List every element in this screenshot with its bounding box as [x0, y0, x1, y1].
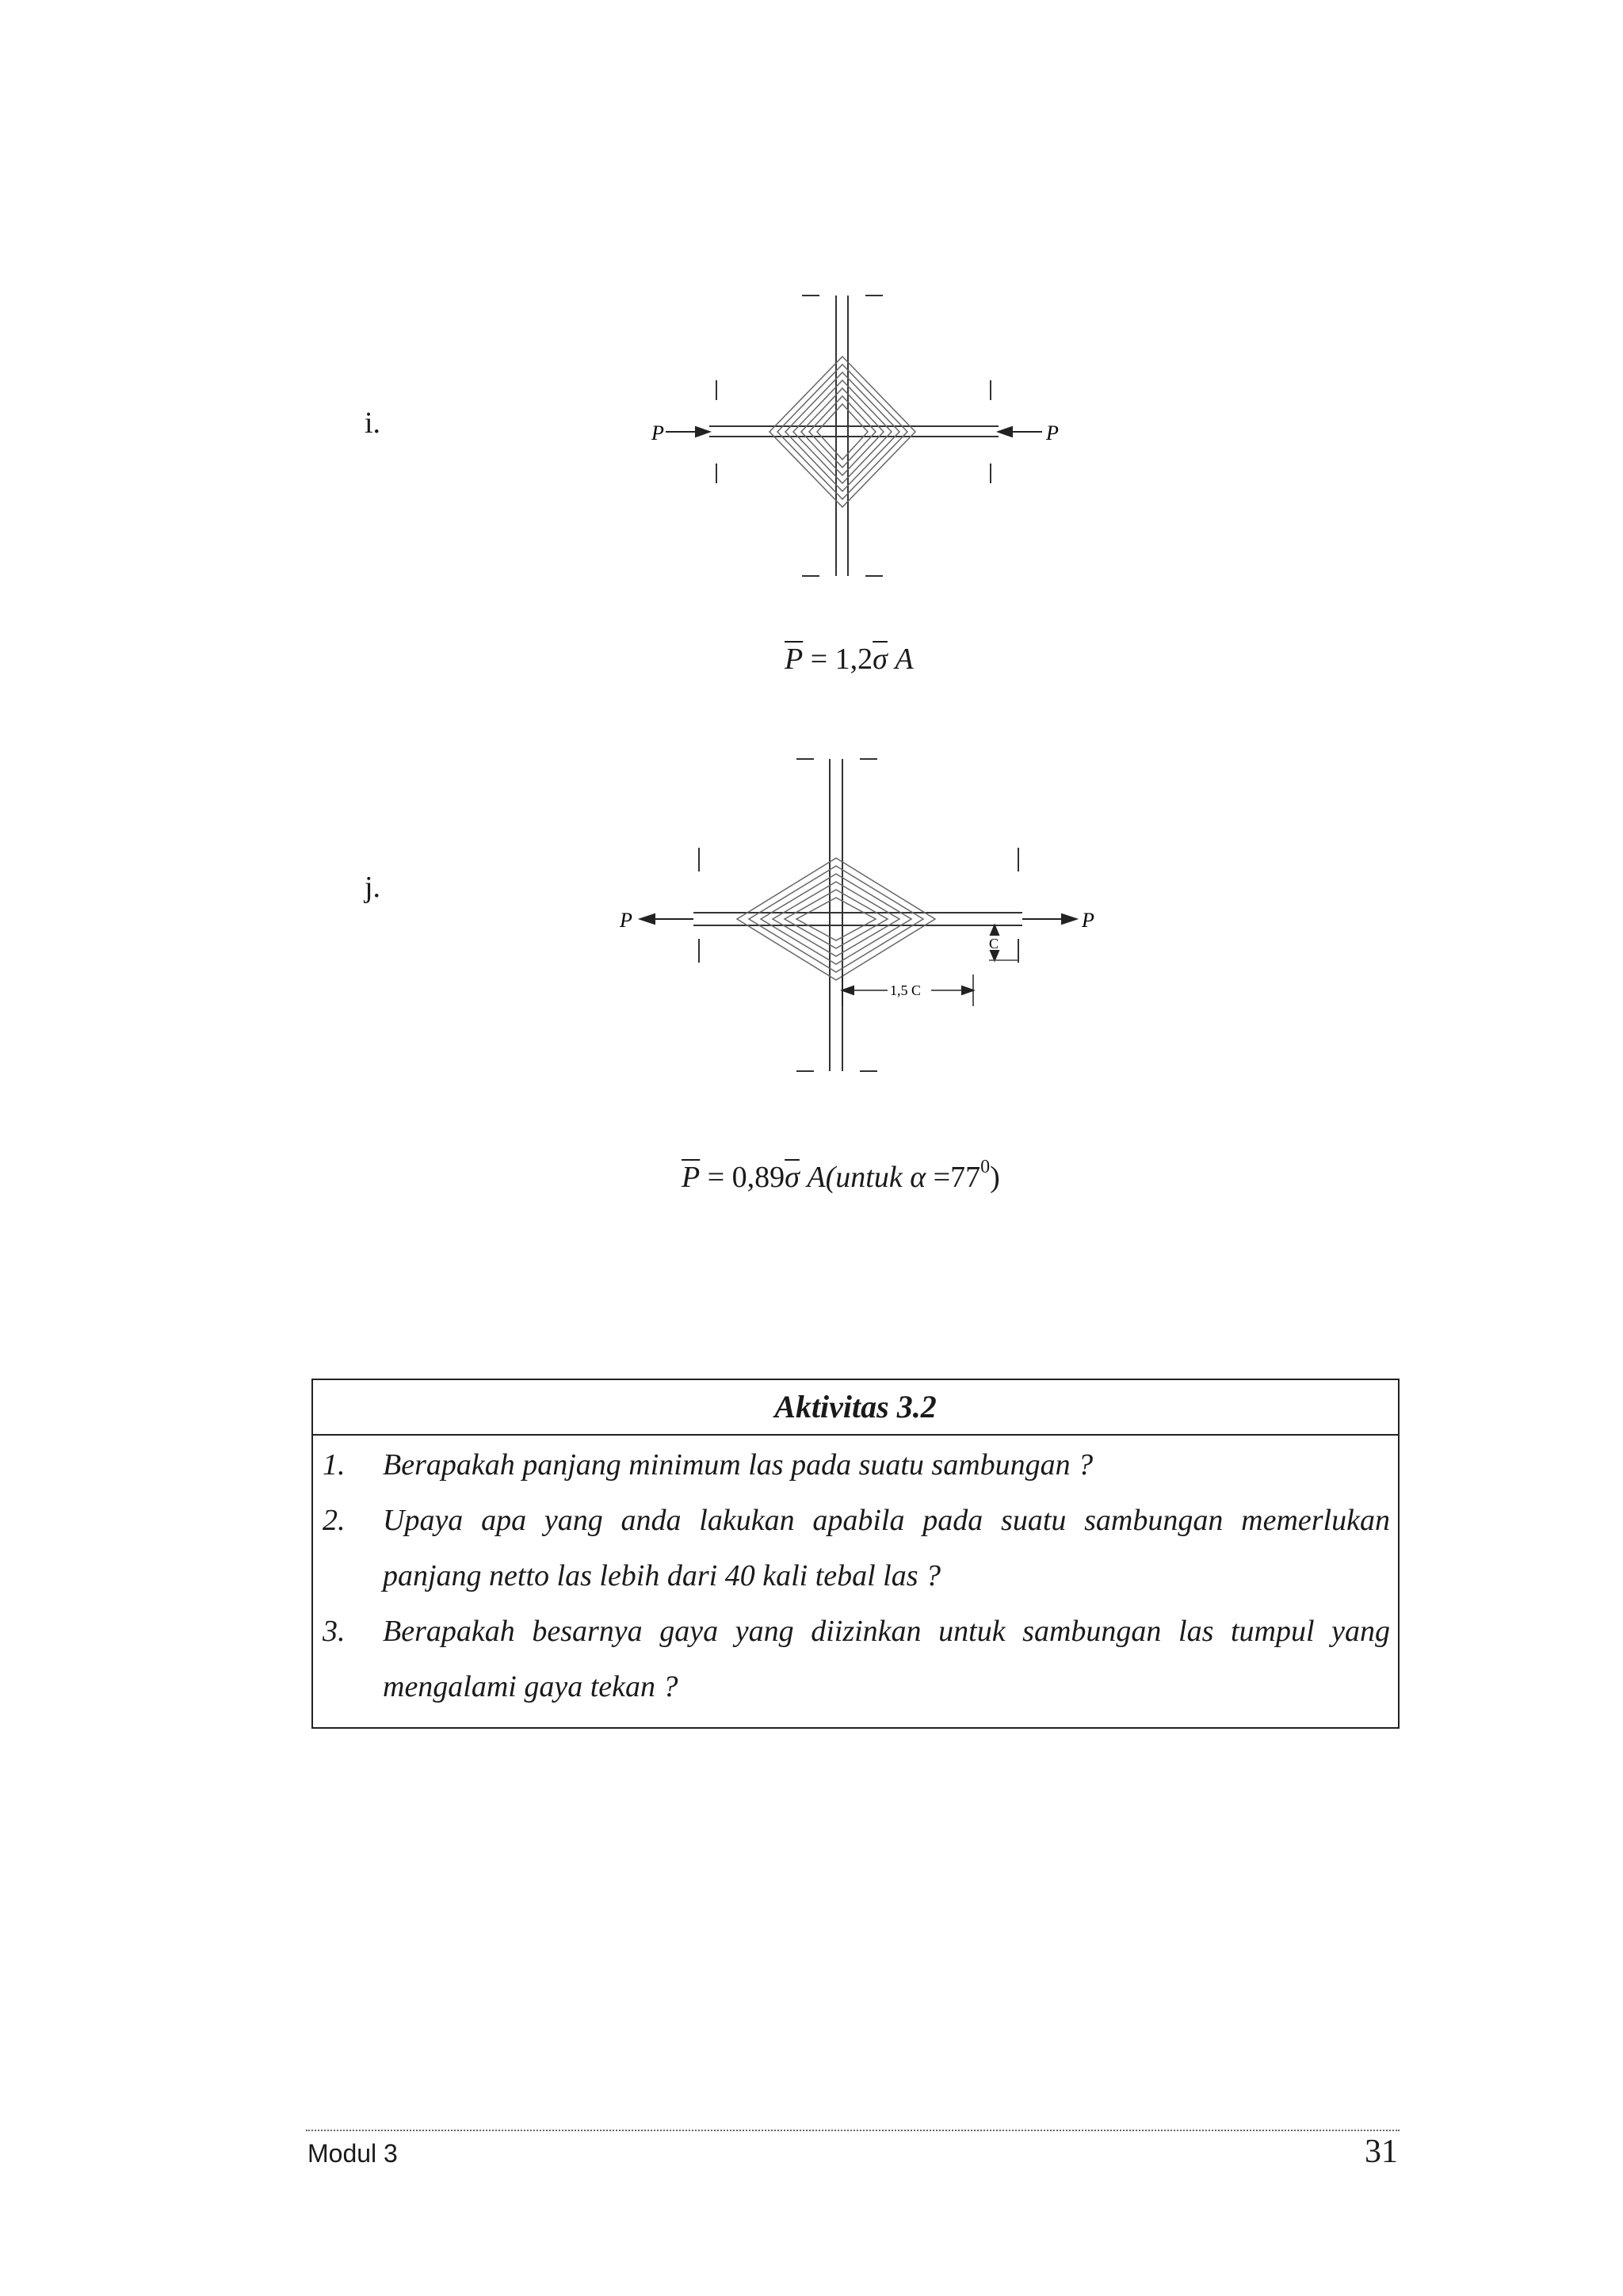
force-label-left-i: P	[651, 421, 664, 444]
dimension-c-label: C	[989, 936, 999, 952]
figure-label-i: i.	[365, 406, 381, 440]
force-label-left-j: P	[620, 909, 632, 932]
item-text-line: Upaya apa yang anda lakukan apabila pada suatu sambungan memerlukan	[383, 1504, 1390, 1537]
page-number: 31	[1365, 2134, 1398, 2170]
activity-box	[311, 1379, 1400, 1729]
item-number: 2.	[323, 1504, 346, 1537]
figure-label-j: j.	[365, 871, 381, 904]
item-text-line: mengalami gaya tekan ?	[383, 1670, 678, 1703]
dimension-15c-label: 1,5 C	[890, 982, 922, 998]
item-text-line: panjang netto las lebih dari 40 kali tebal las ?	[383, 1559, 941, 1592]
item-text-line: Berapakah panjang minimum las pada suatu sambungan ?	[383, 1448, 1094, 1482]
item-number: 1.	[323, 1448, 346, 1482]
formula-i: $\overline{P} = 1,2\overline{\sigma}$ A	[785, 643, 914, 676]
figure-j-diagram	[618, 745, 1109, 1085]
footer-divider	[306, 2130, 1400, 2131]
activity-title: Aktivitas 3.2	[313, 1380, 1398, 1436]
item-number: 3.	[323, 1615, 346, 1648]
item-text-line: Berapakah besarnya gaya yang diizinkan untuk sambungan las tumpul yang	[383, 1615, 1390, 1648]
force-label-right-i: P	[1046, 421, 1059, 444]
formula-j: $\overline{P} = 0,89\overline{\sigma}$ A(untuk $\alpha =77^0$)	[682, 1157, 1000, 1194]
figure-i-diagram	[634, 281, 1078, 590]
force-label-right-j: P	[1082, 909, 1094, 932]
footer-module-label: Modul 3	[307, 2139, 398, 2168]
